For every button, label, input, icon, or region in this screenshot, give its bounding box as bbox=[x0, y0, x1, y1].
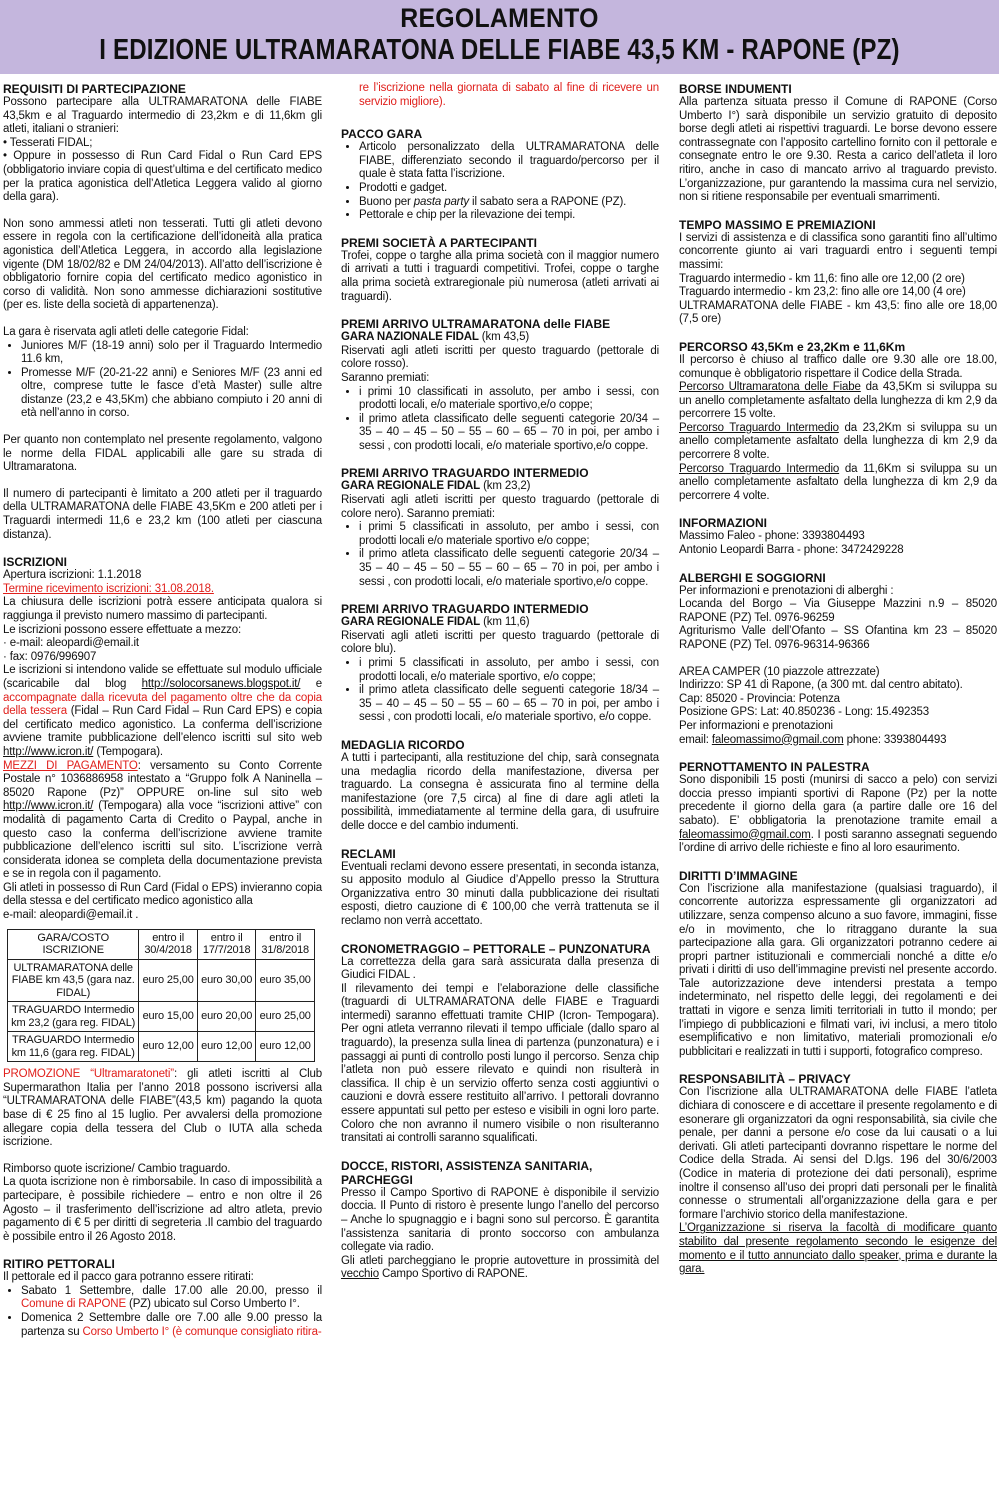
section-heading-premi-ultra: PREMI ARRIVO ULTRAMARATONA delle FIABE bbox=[341, 317, 611, 332]
paragraph: Trofei, coppe o targhe alla prima società con il maggior numero di arrivati a tutti i traguardi competitivi. Trofei, coppe o targhe alla prima società extraregionale più numerosa (atleti arrivati ai traguardi). bbox=[341, 249, 659, 303]
page-title: REGOLAMENTO bbox=[400, 3, 599, 33]
section-heading-reclami: RECLAMI bbox=[341, 846, 396, 861]
paragraph: I servizi di assistenza e di classifica sono garantiti fino all’ultimo concorrente giunto ai vari traguardi entro i seguenti tempi massimi: bbox=[679, 231, 997, 271]
paragraph: Per informazioni e prenotazioni di alberghi : bbox=[679, 584, 894, 597]
time-limit: Traguardo intermedio - km 11,6: fino alle ore 12,00 (2 ore) bbox=[679, 272, 965, 285]
paragraph: Riservati agli atleti iscritti per questo traguardo (pettorale di colore nero). Saranno premiati: bbox=[341, 494, 659, 520]
icron-link[interactable]: http://www.icron.it/ bbox=[3, 800, 94, 813]
paragraph: PROMOZIONE “Ultramaratoneti”: gli atleti iscritti al Club Supermarathon Italia per l’anno 2018 possono iscriversi alla “ULTRAMARATONA delle FIABE”(43,5 km) pagando la quota base di € 25 fino al 15 luglio. Per avvalersi della promozione allegare copia della tessera del Club o IUTA alla scheda iscrizione. bbox=[3, 1068, 323, 1149]
list-item: • Pettorale e chip per la rilevazione dei tempi. bbox=[359, 209, 659, 223]
subheading: Rimborso quote iscrizione/ Cambio traguardo. bbox=[3, 1162, 231, 1175]
paragraph: La quota iscrizione non è rimborsabile. In caso di impossibilità a partecipare, è possibile richiedere – entro e non oltre il 26 Agosto – il trasferimento dell’iscrizione ad altro atleta, previo pagamento di € 5 per diritti di segreteria .Il cambio del traguardo è possibile entro il 26 Agosto 2018. bbox=[3, 1176, 322, 1243]
section-heading-iscrizioni: ISCRIZIONI bbox=[3, 555, 68, 570]
bullet-item: • Oppure in possesso di Run Card Fidal o Run Card EPS (obbligatorio inviare copia di quest’ultima e del certificato medico per la pratica agonistica dell’Atletica Leggera valido al giorno della gara). bbox=[3, 150, 322, 204]
table-cell: euro 15,00 bbox=[139, 1002, 198, 1032]
table-header-cell: entro il 31/8/2018 bbox=[256, 929, 315, 959]
prize-list bbox=[341, 521, 659, 589]
paragraph: Il pettorale ed il pacco gara potranno essere ritirati: bbox=[3, 1271, 254, 1284]
subheading: GARA NAZIONALE FIDAL (km 43,5) bbox=[341, 331, 530, 344]
section-heading-borse: BORSE INDUMENTI bbox=[679, 82, 792, 96]
table-cell: euro 25,00 bbox=[139, 959, 198, 1002]
paragraph: Sono disponibili 15 posti (munirsi di sacco a pelo) con servizi doccia presso impianti sportivi di Rapone (Pz) per la notte precedente il giorno della gara (a partire dalle ore 16 del sabato). E’ obbligatoria la prenotazione tramite email a faleomassimo@gmail.com. I posti saranno assegnati seguendo l’ordine di arrivo delle richieste e fino al loro esaurimento. bbox=[679, 774, 997, 855]
list-item: • il primo atleta classificato delle seguenti categorie 18/34 – 35 – 40 – 45 – 50 – 55 – 60 – 65 – 70 in poi, per ambo i sessi , con prodotti locali, e/o materiale sportivo, e/o coppe. bbox=[359, 684, 659, 725]
table-header-cell: GARA/COSTO ISCRIZIONE bbox=[8, 929, 139, 959]
table-cell: euro 12,00 bbox=[139, 1032, 198, 1062]
paragraph: Non sono ammessi atleti non tesserati. Tutti gli atleti devono essere in regola con la certificazione dell’idoneità alla pratica agonistica dell’Atletica Leggera, in accordo alla legislazione vigente (DM 18/02/82 e DM 24/04/2013). All’atto dell’iscrizione è obbligatorio fornire copia del certificato medico agonistico in corso di validità. Non sono ammesse dichiarazioni sostitutive (per es. liste della società di appartenenza). bbox=[3, 217, 322, 312]
contact-fax: · fax: 0976/996907 bbox=[3, 650, 97, 663]
paragraph: Agriturismo Valle dell’Ofanto – SS Ofantina km 23 – 85020 RAPONE (PZ) Tel. 0976-96314-96366 bbox=[679, 625, 997, 651]
icron-link[interactable]: http://www.icron.it/ bbox=[3, 745, 94, 758]
section-heading-privacy: RESPONSABILITÀ – PRIVACY bbox=[679, 1072, 851, 1087]
camper-line: AREA CAMPER (10 piazzole attrezzate) bbox=[679, 665, 880, 678]
paragraph: Gli atleti in possesso di Run Card (Fidal o EPS) invieranno copia della stessa e del certificato medico agonistico alla bbox=[3, 881, 322, 908]
table-cell: TRAGUARDO Intermedio km 11,6 (gara reg. FIDAL) bbox=[8, 1032, 139, 1062]
paragraph: Riservati agli atleti iscritti per questo traguardo (pettorale di colore rosso). bbox=[341, 344, 659, 371]
table-cell: euro 35,00 bbox=[256, 959, 315, 1002]
paragraph: Il numero di partecipanti è limitato a 200 atleti per il traguardo della ULTRAMARATONA delle FIABE 43,5Km e 200 atleti per i Traguardi intermedi 11,6 e 23,2 km (100 atleti per ciascuna distanza). bbox=[3, 487, 322, 541]
camper-line: Per informazioni e prenotazioni bbox=[679, 719, 833, 732]
bullet-item: • Tesserati FIDAL; bbox=[3, 136, 93, 149]
camper-line: Posizione GPS: Lat: 40.850236 - Long: 15.492353 bbox=[679, 706, 929, 719]
paragraph: Con l’iscrizione alla manifestazione (qualsiasi traguardo), il concorrente autorizza espressamente gli organizzatori ad utilizzare, senza compenso alcuno a suo favore, immagini, fisse e/o in movimento, che lo ritraggano durante la sua partecipazione alla gara. Gli organizzatori potranno cedere ai propri partner istituzionali e commerciali nonché a ditte e/o privati i diritti di uso dell’immagine previsti nel presente accordo. Tale autorizzazione deve intendersi prestata a tempo indeterminato, nel rispetto delle leggi, dei regolamenti e dei trattati in vigore e senza limiti territoriali in tutto il mondo; per l’impiego di pubblicazioni e filmati vari, ivi inclusi, a mero titolo esemplificativo e non limitativo, materiali promozionali e/o pubblicitari e realizzati in tutti i supporti, fotografico compreso. bbox=[679, 882, 997, 1058]
list-item: • i primi 10 classificati in assoluto, per ambo i sessi, con prodotti locali, e/o materiale sportivo,e/o coppe; bbox=[359, 386, 659, 413]
contact-line: Massimo Faleo - phone: 3393804493 bbox=[679, 530, 865, 543]
paragraph: Le iscrizioni si intendono valide se effettuate sul modulo ufficiale (scaricabile dal blog http://solocorsanews.blogspot.it/ e accompagnate dalla ricevuta del pagamento oltre che da copia della tessera (Fidal – Run Card Fidal – Run Card EPS) e copia del certificato medico agonistico. La conferma dell’iscrizione avviene tramite pubblicazione dell’elenco iscritti sul sito web http://www.icron.it/ (Tempogara). bbox=[3, 664, 323, 758]
list-item: • Buono per pasta party il sabato sera a RAPONE (PZ). bbox=[359, 196, 659, 210]
section-heading-parcheggi: PARCHEGGI bbox=[341, 1172, 413, 1187]
paragraph: Gli atleti parcheggiano le proprie autovetture in prossimità del vecchio Campo Sportivo di RAPONE. bbox=[341, 1254, 659, 1281]
table-cell: euro 30,00 bbox=[197, 959, 256, 1002]
pickup-list bbox=[3, 1285, 322, 1339]
list-item: • Prodotti e gadget. bbox=[359, 182, 659, 196]
list-item: • il primo atleta classificato delle seguenti categorie 20/34 – 35 – 40 – 45 – 50 – 55 – 60 – 65 – 70 in poi, per ambo i sessi , con prodotti locali, e/o materiale sportivo,e/o coppe. bbox=[359, 548, 659, 589]
list-item: • il primo atleta classificato delle seguenti categorie 20/34 – 35 – 40 – 45 – 50 – 55 – 60 – 65 – 70 in poi, per ambo i sessi , con prodotti locali, e/o materiale sportivo,e/o coppe. bbox=[359, 413, 659, 454]
payment-label: MEZZI DI PAGAMENTO bbox=[3, 759, 138, 772]
table-header-row bbox=[8, 929, 315, 959]
time-limit: Traguardo intermedio - km 23,2: fino alle ore 14,00 (4 ore) bbox=[679, 286, 966, 299]
section-heading-docce: DOCCE, RISTORI, ASSISTENZA SANITARIA, bbox=[341, 1158, 593, 1173]
paragraph: Percorso Ultramaratona delle Fiabe da 43,5Km si sviluppa su un anello completamente asfaltato della lunghezza di km 2,9 da percorrere 15 volte. bbox=[679, 381, 997, 421]
table-row bbox=[8, 1032, 315, 1062]
section-heading-requisiti: REQUISITI DI PARTECIPAZIONE bbox=[3, 82, 186, 96]
table-header-cell: entro il 17/7/2018 bbox=[197, 929, 256, 959]
list-item: • i primi 5 classificati in assoluto, per ambo i sessi, con prodotti locali e/o materiale sportivo e/o coppe; bbox=[359, 521, 659, 548]
highlight-text: accompagnate dalla ricevuta del pagamento oltre che da copia della tessera bbox=[3, 691, 322, 718]
section-heading-diritti: DIRITTI D’IMMAGINE bbox=[679, 868, 798, 883]
list-item: • Articolo personalizzato della ULTRAMARATONA delle FIABE, differenziato secondo il traguardo/percorso per il quale è stata fatta l’iscrizione. bbox=[359, 141, 659, 182]
title-banner bbox=[0, 0, 999, 74]
contact-email: · e-mail: aleopardi@email.it bbox=[3, 637, 139, 650]
paragraph: Eventuali reclami devono essere presentati, in seconda istanza, su apposito modulo al Giudice d’Appello presso la Struttura Organizzativa entro 30 minuti dalla pubblicazione dei risultati esposti, dietro cauzione di € 100,00 che verrà trattenuta se il reclamo non verrà accettato. bbox=[341, 860, 659, 927]
list-item: • Sabato 1 Settembre, dalle 17.00 alle 20.00, presso il Comune di RAPONE (PZ) ubicato sul Corso Umberto I°. bbox=[21, 1285, 322, 1312]
paragraph: MEZZI DI PAGAMENTO: versamento su Conto Corrente Postale n° 1036886958 intestato a “Gruppo folk A Naninella – 85020 Rapone (Pz)” OPPURE on-line sul sito web http://www.icron.it/ (Tempogara) alla voce “iscrizioni attive” con modalità di pagamento Carta di Credito o Paypal, anche in questo caso la conferma dell’iscrizione avviene tramite pubblicazione dell’elenco iscritti sul sito. L’iscrizione verrà considerata idonea se completa della documentazione prevista e se in regola con il pagamento. bbox=[3, 759, 323, 881]
paragraph: Per quanto non contemplato nel presente regolamento, valgono le norme della FIDAL applicabili alle gare su strada di Ultramaratona. bbox=[3, 434, 322, 474]
table-cell: ULTRAMARATONA delle FIABE km 43,5 (gara naz. FIDAL) bbox=[8, 959, 139, 1002]
paragraph: La chiusura delle iscrizioni potrà essere anticipata qualora si raggiunga il previsto numero massimo di partecipanti. bbox=[3, 596, 322, 622]
table-cell: euro 25,00 bbox=[256, 1002, 315, 1032]
section-heading-premi-societa: PREMI SOCIETÀ A PARTECIPANTI bbox=[341, 235, 538, 250]
table-header-cell: entro il 30/4/2018 bbox=[139, 929, 198, 959]
subheading: GARA REGIONALE FIDAL (km 23,2) bbox=[341, 480, 531, 493]
final-notice: L’Organizzazione si riserva la facoltà di modificare quanto stabilito dal presente regolamento secondo le esigenze del momento e il tutto annunciato dallo speaker, prima e durante la gara. bbox=[679, 1222, 997, 1276]
paragraph: Con l’iscrizione alla ULTRAMARATONA delle FIABE l’atleta dichiara di conoscere e di accettare il presente regolamento e di esonerare gli organizzatori da ogni responsabilità, sia civile che penale, per danni a persone e/o cose da lui causati o a lui derivati. Gli atleti partecipanti dovranno rispettare le norme del Codice della Strada. Ai sensi del D.lgs. 196 del 30/6/2003 (Codice in materia di protezione dei dati personali), esprime inoltre il consenso all’uso dei propri dati personali per le finalità connesse o strumentali all’organizzazione della gara e per formare l’archivio storico della manifestazione. bbox=[679, 1086, 997, 1221]
paragraph: Riservati agli atleti iscritti per questo traguardo (pettorale di colore blu). bbox=[341, 629, 659, 656]
paragraph: La correttezza della gara sarà assicurata dalla presenza di Giudici FIDAL . bbox=[341, 955, 659, 982]
prize-list bbox=[341, 657, 659, 725]
prize-list bbox=[341, 386, 659, 454]
camper-line: email: faleomassimo@gmail.com phone: 3393804493 bbox=[679, 733, 947, 746]
section-heading-medaglia: MEDAGLIA RICORDO bbox=[341, 737, 465, 752]
page-subtitle: I EDIZIONE ULTRAMARATONA DELLE FIABE 43,5 KM - RAPONE (PZ) bbox=[99, 34, 900, 66]
section-heading-pacco: PACCO GARA bbox=[341, 127, 423, 142]
list-item: • Juniores M/F (18-19 anni) solo per il Traguardo Intermedio 11.6 km, bbox=[21, 340, 322, 367]
section-heading-premi-11: PREMI ARRIVO TRAGUARDO INTERMEDIO bbox=[341, 602, 589, 617]
section-heading-percorso: PERCORSO 43,5Km e 23,2Km e 11,6Km bbox=[679, 339, 906, 354]
email-link[interactable]: faleomassimo@gmail.com bbox=[711, 733, 844, 746]
category-list bbox=[3, 340, 322, 422]
section-heading-tempo: TEMPO MASSIMO E PREMIAZIONI bbox=[679, 217, 876, 232]
column-middle bbox=[341, 82, 659, 1282]
section-heading-premi-23: PREMI ARRIVO TRAGUARDO INTERMEDIO bbox=[341, 466, 589, 481]
table-cell: euro 12,00 bbox=[197, 1032, 256, 1062]
deadline-text: Termine ricevimento iscrizioni: 31.08.2018. bbox=[3, 582, 214, 595]
contact-line: Antonio Leopardi Barra - phone: 3472429228 bbox=[679, 544, 904, 557]
paragraph: Percorso Traguardo Intermedio da 11,6Km si sviluppa su un anello completamente asfaltato della lunghezza di km 2,9 da percorrere 4 volte. bbox=[679, 462, 997, 502]
section-heading-cronometraggio: CRONOMETRAGGIO – PETTORALE – PUNZONATURA bbox=[341, 941, 651, 956]
column-right bbox=[679, 82, 997, 1277]
paragraph: Locanda del Borgo – Via Giuseppe Mazzini n.9 – 85020 RAPONE (PZ) Tel. 0976-96259 bbox=[679, 598, 997, 624]
table-row bbox=[8, 1002, 315, 1032]
paragraph: La gara è riservata agli atleti delle categorie Fidal: bbox=[3, 325, 249, 338]
fee-table bbox=[7, 929, 315, 1063]
section-heading-alberghi: ALBERGHI E SOGGIORNI bbox=[679, 570, 826, 585]
camper-line: Cap: 85020 - Provincia: Potenza bbox=[679, 692, 840, 705]
paragraph: Saranno premiati: bbox=[341, 371, 430, 384]
promo-label: PROMOZIONE “Ultramaratoneti” bbox=[3, 1068, 174, 1081]
paragraph: Possono partecipare alla ULTRAMARATONA delle FIABE 43,5km e al Traguardo intermedio di 23,2km e di 11,6km gli atleti, italiani o stranieri: bbox=[3, 96, 322, 136]
section-heading-informazioni: INFORMAZIONI bbox=[679, 516, 767, 531]
paragraph: Le iscrizioni possono essere effettuate a mezzo: bbox=[3, 623, 242, 636]
table-row bbox=[8, 959, 315, 1002]
paragraph: Alla partenza situata presso il Comune di RAPONE (Corso Umberto I°) sarà disponibile un servizio gratuito di deposito borse degli atleti ai rispettivi traguardi. Le borse devono essere contrassegnate con l’apposito cartellino fornito con il pettorale e consegnate entro le ore 9.30. Resta a carico dell’atleta il loro ritiro, anche in caso di mancato arrivo al traguardo previsto. L’organizzazione, pur garantendo la massima cura nel servizio, non si ritiene responsabile per eventuali smarrimenti. bbox=[679, 96, 997, 204]
blog-link[interactable]: http://solocorsanews.blogspot.it/ bbox=[141, 677, 301, 690]
paragraph: A tutti i partecipanti, alla restituzione del chip, sarà consegnata una medaglia ricordo della manifestazione, diversa per traguardo. La consegna è assicurata fino al termine della manifestazione (ore 7,5 circa) al fine di dare agli atleti la possibilità, immediatamente al termine della gara, di usufruire delle docce e del cambio indumenti. bbox=[341, 751, 659, 832]
subheading: GARA REGIONALE FIDAL (km 11,6) bbox=[341, 616, 530, 629]
paragraph: Percorso Traguardo Intermedio da 23,2Km si sviluppa su un anello completamente asfaltato della lunghezza di km 2,9 da percorrere 8 volte. bbox=[679, 421, 997, 462]
opening-date: Apertura iscrizioni: 1.1.2018 bbox=[3, 569, 142, 582]
table-cell: TRAGUARDO Intermedio km 23,2 (gara reg. FIDAL) bbox=[8, 1002, 139, 1032]
time-limit: ULTRAMARATONA delle FIABE - km 43,5: fino alle ore 18,00 (7,5 ore) bbox=[679, 299, 997, 326]
paragraph: Il percorso è chiuso al traffico dalle ore 9.30 alle ore 18.00, comunque è obbligatorio rispettare il Codice della Strada. bbox=[679, 353, 997, 380]
list-item: • Domenica 2 Settembre dalle ore 7.00 alle 9.00 presso la partenza su Corso Umberto I° (è comunque consigliato ritira- bbox=[21, 1312, 322, 1339]
contact-email: e-mail: aleopardi@email.it . bbox=[3, 909, 139, 922]
paragraph: re l’iscrizione nella giornata di sabato al fine di ricevere un servizio migliore). bbox=[359, 82, 659, 108]
pacco-list bbox=[341, 141, 659, 223]
paragraph: Il rilevamento dei tempi e l’elaborazione delle classifiche (traguardi di ULTRAMARATONA delle FIABE e Traguardi intermedi) saranno effettuati tramite CHIP (Icron- Tempogara). Per ogni atleta verranno rilevati il tempo ufficiale (dallo sparo al traguardo), la presenza sulla linea di partenza (punzonatura) e i passaggi ai punti di controllo posti lungo il percorso. Senza chip l’atleta non può essere rilevato e quindi non risulterà in classifica. Il chip è un servizio offerto senza costi aggiuntivi o cauzioni e dovrà essere restituito all’arrivo. I pettorali dovranno essere appuntati sul petto per esteso e visibili in ogni loro parte. Coloro che non avranno il numero visibile o non risulteranno transitati ai controlli saranno squalificati. bbox=[341, 982, 659, 1145]
section-heading-ritiro: RITIRO PETTORALI bbox=[3, 1257, 115, 1272]
table-cell: euro 12,00 bbox=[256, 1032, 315, 1062]
list-item: • Promesse M/F (20-21-22 anni) e Seniores M/F (23 anni ed oltre, comprese tutte le fasce d’età Master) sulle altre distanze (23,2 e 43,5Km) che abbiano compiuto i 20 anni di età nell’anno in corso. bbox=[21, 367, 322, 421]
list-item: • i primi 5 classificati in assoluto, per ambo i sessi, con prodotti locali, e/o materiale sportivo, e/o coppe; bbox=[359, 657, 659, 684]
paragraph: Presso il Campo Sportivo di RAPONE è disponibile il servizio doccia. Il Punto di ristoro è presente lungo l’anello del percorso – Anche lo spugnaggio e i bagni sono sul percorso. È garantita l’assistenza sanitaria di pronto soccorso con ambulanza collegate via radio. bbox=[341, 1186, 659, 1254]
table-cell: euro 20,00 bbox=[197, 1002, 256, 1032]
section-heading-pernottamento: PERNOTTAMENTO IN PALESTRA bbox=[679, 760, 870, 775]
email-link[interactable]: faleomassimo@gmail.com bbox=[679, 828, 811, 841]
camper-line: Indirizzo: SP 41 di Rapone, (a 300 mt. dal centro abitato). bbox=[679, 679, 963, 692]
column-left bbox=[3, 82, 322, 1339]
